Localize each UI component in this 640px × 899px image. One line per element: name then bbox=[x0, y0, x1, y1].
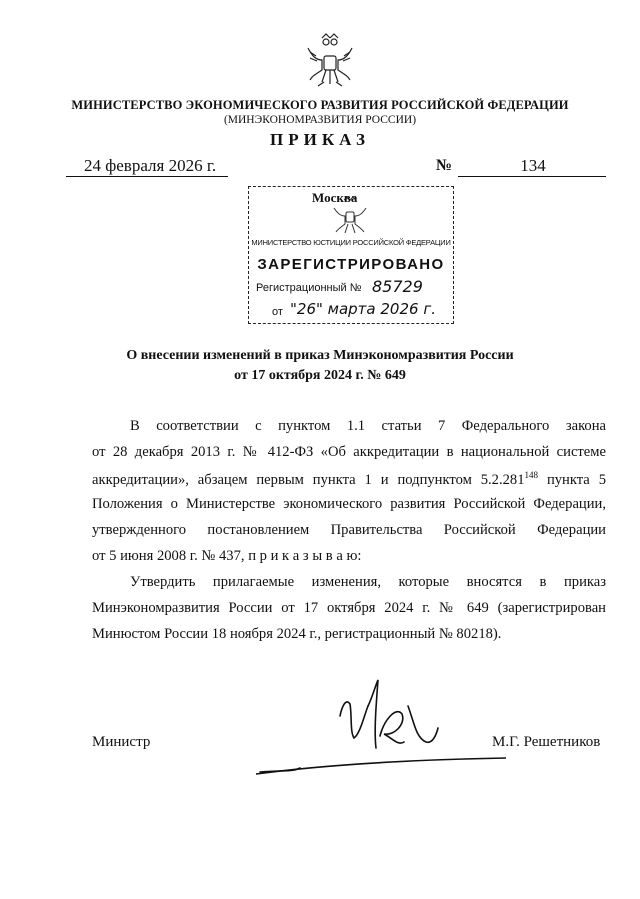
body-p1-line: В соответствии с пунктом 1.1 статьи 7 Федерального закона bbox=[130, 418, 606, 434]
body-p2-line: Минэкономразвития России от 17 октября 2024 г. № 649 (зарегистрирован bbox=[92, 600, 606, 616]
stamp-status: ЗАРЕГИСТРИРОВАНО bbox=[257, 256, 445, 273]
stamp-date-label: от bbox=[272, 306, 283, 318]
stamp-reg-number: 85729 bbox=[372, 277, 423, 296]
stamp-organization: МИНИСТЕРСТВО ЮСТИЦИИ РОССИЙСКОЙ ФЕДЕРАЦИИ bbox=[251, 238, 451, 247]
date-underline bbox=[66, 176, 228, 177]
body-p1-line: от 5 июня 2008 г. № 437, п р и к а з ы в а ю: bbox=[92, 548, 362, 564]
handwritten-signature bbox=[256, 676, 506, 784]
number-underline bbox=[458, 176, 606, 177]
stamp-date: "26" марта 2026 г. bbox=[290, 300, 436, 318]
document-type: ПРИКАЗ bbox=[270, 130, 370, 149]
body-p1-line: аккредитации», абзацем первым пункта 1 и подпунктом 5.2.281$^{148}$ пункта 5 bbox=[92, 470, 606, 488]
coat-of-arms-icon bbox=[302, 30, 358, 90]
stamp-reg-label: Регистрационный № bbox=[256, 282, 362, 294]
signatory-role: Министр bbox=[92, 734, 151, 750]
ministry-short-name: (МИНЭКОНОМРАЗВИТИЯ РОССИИ) bbox=[223, 114, 417, 126]
number-sign: № bbox=[436, 157, 453, 174]
body-p1-line: утвержденного постановлением Правительства Российской Федерации bbox=[92, 522, 606, 538]
order-title-line-1: О внесении изменений в приказ Минэкономразвития России bbox=[126, 348, 514, 363]
ministry-name: МИНИСТЕРСТВО ЭКОНОМИЧЕСКОГО РАЗВИТИЯ РОССИЙСКОЙ ФЕДЕРАЦИИ bbox=[71, 98, 569, 112]
body-p2-line: Утвердить прилагаемые изменения, которые вносятся в приказ bbox=[130, 574, 606, 590]
registration-stamp bbox=[248, 186, 454, 324]
body-p2-line: Минюстом России 18 ноября 2024 г., регистрационный № 80218). bbox=[92, 626, 502, 642]
order-date: 24 февраля 2026 г. bbox=[84, 156, 217, 175]
order-title-line-2: от 17 октября 2024 г. № 649 bbox=[234, 368, 406, 383]
stamp-city: Москва bbox=[312, 190, 358, 205]
signatory-name: М.Г. Решетников bbox=[492, 734, 601, 750]
body-p1-line: от 28 декабря 2013 г. № 412-ФЗ «Об аккредитации в национальной системе bbox=[92, 444, 606, 460]
order-number: 134 bbox=[520, 156, 546, 175]
body-p1-line: Положения о Министерстве экономического развития Российской Федерации, bbox=[92, 496, 606, 512]
